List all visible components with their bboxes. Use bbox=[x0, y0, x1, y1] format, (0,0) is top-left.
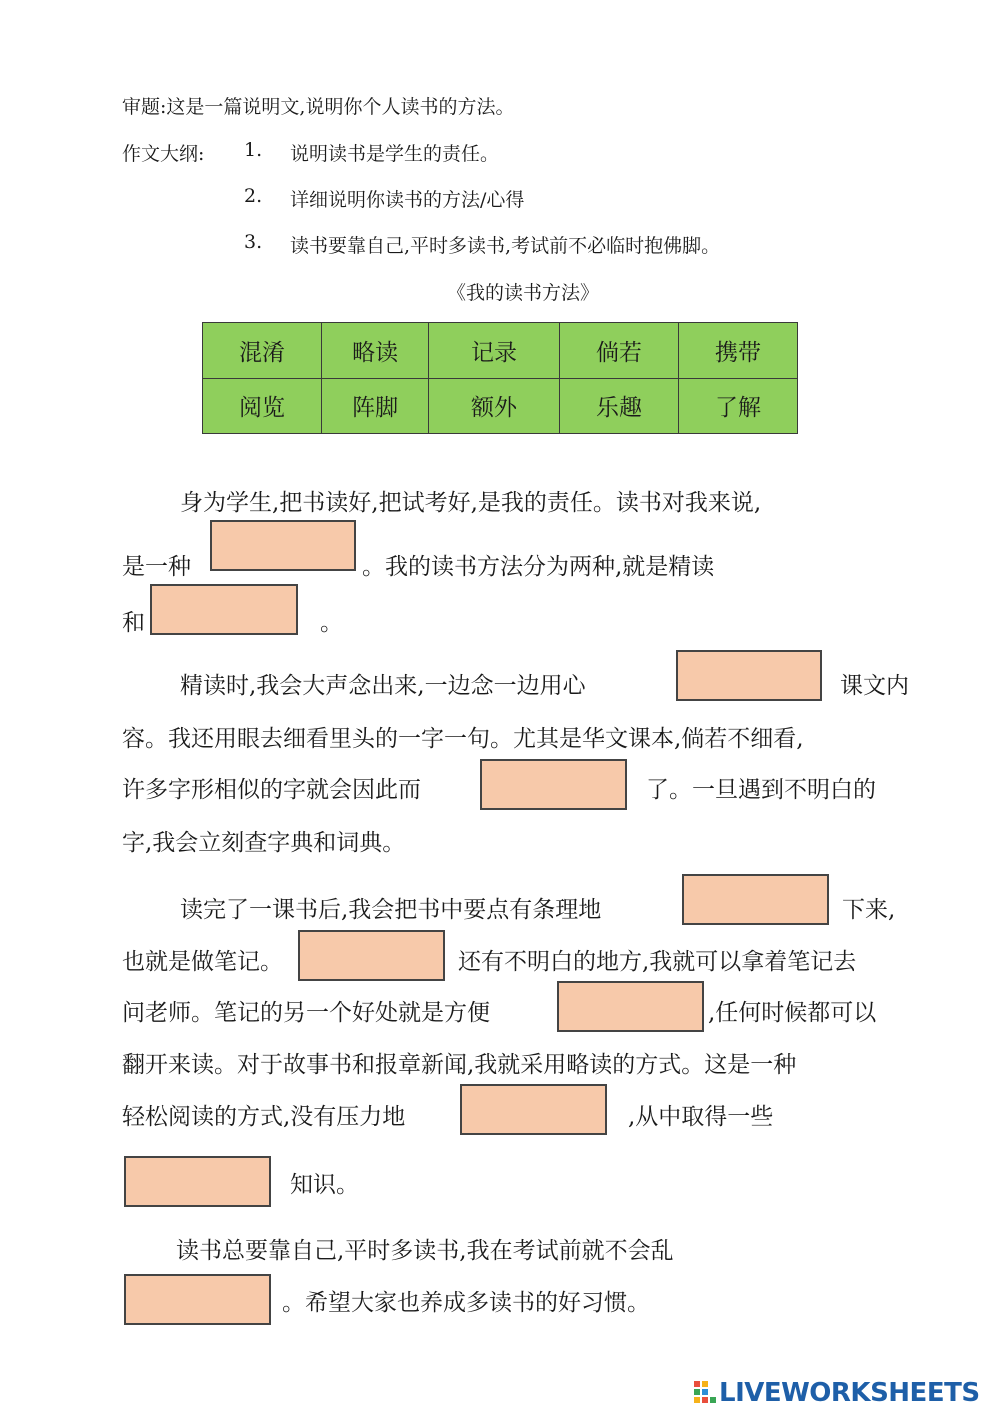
word-bank-cell: 混淆 bbox=[203, 323, 322, 379]
answer-blank-3[interactable] bbox=[676, 650, 822, 701]
answer-blank-7[interactable] bbox=[557, 981, 704, 1032]
passage-line: 和 bbox=[122, 610, 145, 636]
passage-line: 。 bbox=[320, 610, 343, 636]
outline-item-3: 读书要靠自己,平时多读书,考试前不必临时抱佛脚。 bbox=[290, 235, 721, 257]
passage-line: 读完了一课书后,我会把书中要点有条理地 bbox=[180, 897, 602, 923]
logo-blocks-icon bbox=[694, 1379, 716, 1407]
word-bank-cell: 乐趣 bbox=[560, 378, 679, 434]
outline-num-2: 2. bbox=[244, 185, 263, 207]
word-bank-cell: 额外 bbox=[429, 378, 560, 434]
word-bank-row bbox=[203, 323, 798, 379]
answer-blank-8[interactable] bbox=[460, 1084, 607, 1135]
outline-num-3: 3. bbox=[244, 231, 263, 253]
word-bank-cell: 了解 bbox=[679, 378, 798, 434]
outline-item-2: 详细说明你读书的方法/心得 bbox=[290, 189, 525, 211]
answer-blank-6[interactable] bbox=[298, 930, 445, 981]
passage-line: 身为学生,把书读好,把试考好,是我的责任。读书对我来说, bbox=[180, 490, 762, 516]
answer-blank-9[interactable] bbox=[124, 1156, 271, 1207]
passage-line: 字,我会立刻查字典和词典。 bbox=[122, 830, 406, 856]
passage-line: 知识。 bbox=[290, 1172, 359, 1198]
answer-blank-5[interactable] bbox=[682, 874, 829, 925]
brand-name: LIVEWORKSHEETS bbox=[719, 1378, 980, 1408]
liveworksheets-logo bbox=[694, 1376, 980, 1410]
answer-blank-2[interactable] bbox=[150, 584, 298, 635]
passage-line: 是一种 bbox=[122, 554, 191, 580]
word-bank-cell: 略读 bbox=[322, 323, 429, 379]
answer-blank-10[interactable] bbox=[124, 1274, 271, 1325]
outline-label: 作文大纲: bbox=[122, 143, 205, 165]
outline-item-1: 说明读书是学生的责任。 bbox=[290, 143, 500, 165]
task-statement: 审题:这是一篇说明文,说明你个人读书的方法。 bbox=[122, 96, 515, 118]
outline-num-1: 1. bbox=[244, 139, 263, 161]
word-bank-cell: 记录 bbox=[429, 323, 560, 379]
passage-line: 了。一旦遇到不明白的 bbox=[646, 777, 876, 803]
answer-blank-1[interactable] bbox=[210, 520, 356, 571]
word-bank-cell: 携带 bbox=[679, 323, 798, 379]
passage-line: 读书总要靠自己,平时多读书,我在考试前就不会乱 bbox=[176, 1238, 674, 1264]
passage-line: ,从中取得一些 bbox=[628, 1104, 774, 1130]
word-bank-cell: 倘若 bbox=[560, 323, 679, 379]
passage-line: 轻松阅读的方式,没有压力地 bbox=[122, 1104, 406, 1130]
word-bank-row bbox=[203, 378, 798, 434]
word-bank-cell: 阵脚 bbox=[322, 378, 429, 434]
essay-title: 《我的读书方法》 bbox=[446, 282, 599, 304]
word-bank-table bbox=[202, 322, 798, 434]
passage-line: 问老师。笔记的另一个好处就是方便 bbox=[122, 1000, 490, 1026]
passage-line: 精读时,我会大声念出来,一边念一边用心 bbox=[180, 673, 586, 699]
passage-line: ,任何时候都可以 bbox=[708, 1000, 877, 1026]
passage-line: 还有不明白的地方,我就可以拿着笔记去 bbox=[458, 949, 857, 975]
passage-line: 。我的读书方法分为两种,就是精读 bbox=[362, 554, 715, 580]
passage-line: 。希望大家也养成多读书的好习惯。 bbox=[282, 1290, 650, 1316]
word-bank-cell: 阅览 bbox=[203, 378, 322, 434]
passage-line: 容。我还用眼去细看里头的一字一句。尤其是华文课本,倘若不细看, bbox=[122, 726, 804, 752]
passage-line: 下来, bbox=[842, 897, 896, 923]
passage-line: 也就是做笔记。 bbox=[122, 949, 283, 975]
passage-line: 翻开来读。对于故事书和报章新闻,我就采用略读的方式。这是一种 bbox=[122, 1052, 797, 1078]
answer-blank-4[interactable] bbox=[480, 759, 627, 810]
passage-line: 课文内 bbox=[840, 673, 909, 699]
passage-line: 许多字形相似的字就会因此而 bbox=[122, 777, 421, 803]
